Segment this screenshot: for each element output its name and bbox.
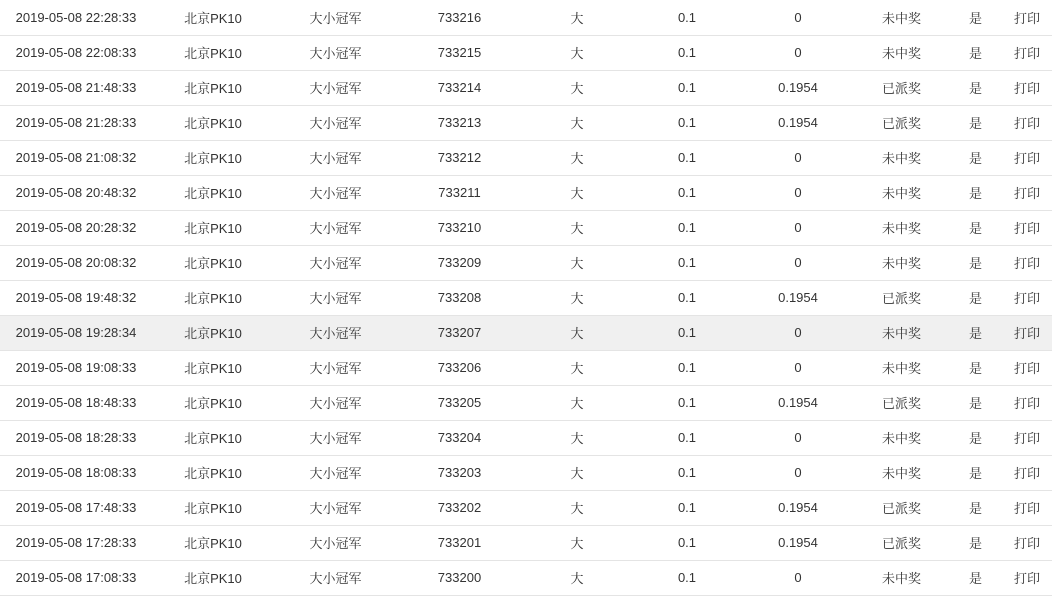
table-row[interactable] xyxy=(0,385,1052,420)
cell-flag: 是 xyxy=(949,210,1002,245)
cell-issue: 733209 xyxy=(397,245,522,280)
cell-winnings: 0.1954 xyxy=(742,280,854,315)
cell-flag: 是 xyxy=(949,385,1002,420)
cell-issue: 733202 xyxy=(397,490,522,525)
cell-game: 北京PK10 xyxy=(152,70,274,105)
table-row[interactable] xyxy=(0,455,1052,490)
cell-playtype: 大小冠军 xyxy=(274,455,397,490)
cell-amount: 0.1 xyxy=(632,140,742,175)
cell-winnings: 0 xyxy=(742,175,854,210)
cell-playtype: 大小冠军 xyxy=(274,490,397,525)
cell-winnings: 0.1954 xyxy=(742,70,854,105)
cell-amount: 0.1 xyxy=(632,210,742,245)
status-badge: 未中奖 xyxy=(854,140,949,175)
status-badge: 未中奖 xyxy=(854,315,949,350)
cell-issue: 733216 xyxy=(397,0,522,35)
status-badge: 未中奖 xyxy=(854,210,949,245)
print-button[interactable] xyxy=(1002,210,1052,245)
cell-pick: 大 xyxy=(522,280,632,315)
cell-time: 2019-05-08 22:28:33 xyxy=(0,0,152,35)
cell-flag: 是 xyxy=(949,0,1002,35)
cell-issue: 733215 xyxy=(397,35,522,70)
cell-game: 北京PK10 xyxy=(152,175,274,210)
print-link[interactable]: 打印 xyxy=(1013,151,1040,166)
print-link[interactable]: 打印 xyxy=(1013,326,1040,341)
cell-playtype: 大小冠军 xyxy=(274,385,397,420)
cell-time: 2019-05-08 21:08:32 xyxy=(0,140,152,175)
cell-amount: 0.1 xyxy=(632,490,742,525)
cell-time: 2019-05-08 20:08:32 xyxy=(0,245,152,280)
print-link[interactable]: 打印 xyxy=(1013,466,1040,481)
cell-playtype: 大小冠军 xyxy=(274,140,397,175)
table-row[interactable] xyxy=(0,560,1052,595)
cell-amount: 0.1 xyxy=(632,280,742,315)
table-row[interactable] xyxy=(0,315,1052,350)
cell-game: 北京PK10 xyxy=(152,315,274,350)
cell-time: 2019-05-08 17:28:33 xyxy=(0,525,152,560)
cell-time: 2019-05-08 21:48:33 xyxy=(0,70,152,105)
cell-time: 2019-05-08 21:28:33 xyxy=(0,105,152,140)
cell-time: 2019-05-08 18:08:33 xyxy=(0,455,152,490)
status-badge: 未中奖 xyxy=(854,35,949,70)
cell-time: 2019-05-08 19:48:32 xyxy=(0,280,152,315)
cell-amount: 0.1 xyxy=(632,35,742,70)
print-link[interactable]: 打印 xyxy=(1013,186,1040,201)
print-link[interactable]: 打印 xyxy=(1013,116,1040,131)
cell-winnings: 0.1954 xyxy=(742,490,854,525)
cell-pick: 大 xyxy=(522,385,632,420)
cell-flag: 是 xyxy=(949,245,1002,280)
cell-time: 2019-05-08 17:48:33 xyxy=(0,490,152,525)
cell-pick: 大 xyxy=(522,350,632,385)
cell-winnings: 0 xyxy=(742,140,854,175)
cell-flag: 是 xyxy=(949,175,1002,210)
cell-playtype: 大小冠军 xyxy=(274,70,397,105)
cell-amount: 0.1 xyxy=(632,420,742,455)
cell-playtype: 大小冠军 xyxy=(274,105,397,140)
cell-game: 北京PK10 xyxy=(152,525,274,560)
cell-issue: 733213 xyxy=(397,105,522,140)
status-badge: 已派奖 xyxy=(854,280,949,315)
print-button[interactable] xyxy=(1002,105,1052,140)
status-badge: 已派奖 xyxy=(854,490,949,525)
cell-game: 北京PK10 xyxy=(152,455,274,490)
cell-flag: 是 xyxy=(949,315,1002,350)
cell-issue: 733203 xyxy=(397,455,522,490)
status-badge: 已派奖 xyxy=(854,105,949,140)
cell-winnings: 0 xyxy=(742,420,854,455)
cell-playtype: 大小冠军 xyxy=(274,0,397,35)
cell-amount: 0.1 xyxy=(632,315,742,350)
cell-issue: 733205 xyxy=(397,385,522,420)
cell-issue: 733211 xyxy=(397,175,522,210)
table-row[interactable] xyxy=(0,35,1052,70)
cell-flag: 是 xyxy=(949,280,1002,315)
cell-game: 北京PK10 xyxy=(152,105,274,140)
table-row[interactable] xyxy=(0,140,1052,175)
print-button[interactable] xyxy=(1002,560,1052,595)
cell-issue: 733212 xyxy=(397,140,522,175)
status-badge: 未中奖 xyxy=(854,245,949,280)
cell-pick: 大 xyxy=(522,140,632,175)
cell-issue: 733214 xyxy=(397,70,522,105)
cell-amount: 0.1 xyxy=(632,455,742,490)
cell-winnings: 0 xyxy=(742,350,854,385)
cell-game: 北京PK10 xyxy=(152,490,274,525)
cell-game: 北京PK10 xyxy=(152,560,274,595)
cell-issue: 733201 xyxy=(397,525,522,560)
print-button[interactable] xyxy=(1002,455,1052,490)
table-row[interactable] xyxy=(0,420,1052,455)
table-row[interactable] xyxy=(0,70,1052,105)
cell-game: 北京PK10 xyxy=(152,245,274,280)
print-link[interactable]: 打印 xyxy=(1013,10,1040,26)
cell-flag: 是 xyxy=(949,455,1002,490)
cell-pick: 大 xyxy=(522,210,632,245)
cell-game: 北京PK10 xyxy=(152,0,274,35)
cell-pick: 大 xyxy=(522,420,632,455)
cell-issue: 733208 xyxy=(397,280,522,315)
table-row[interactable] xyxy=(0,490,1052,525)
cell-pick: 大 xyxy=(522,105,632,140)
cell-playtype: 大小冠军 xyxy=(274,315,397,350)
print-link[interactable]: 打印 xyxy=(1013,291,1040,306)
print-link[interactable]: 打印 xyxy=(1013,221,1040,236)
print-link[interactable]: 打印 xyxy=(1013,396,1040,411)
cell-flag: 是 xyxy=(949,350,1002,385)
print-link[interactable]: 打印 xyxy=(1013,501,1040,516)
status-badge: 未中奖 xyxy=(854,455,949,490)
cell-winnings: 0 xyxy=(742,315,854,350)
print-link[interactable]: 打印 xyxy=(1013,361,1040,376)
cell-time: 2019-05-08 18:28:33 xyxy=(0,420,152,455)
print-button[interactable] xyxy=(1002,385,1052,420)
cell-time: 2019-05-08 20:48:32 xyxy=(0,175,152,210)
cell-flag: 是 xyxy=(949,525,1002,560)
print-button[interactable] xyxy=(1002,245,1052,280)
cell-winnings: 0.1954 xyxy=(742,525,854,560)
cell-game: 北京PK10 xyxy=(152,210,274,245)
print-link[interactable]: 打印 xyxy=(1013,536,1040,551)
cell-flag: 是 xyxy=(949,140,1002,175)
cell-winnings: 0 xyxy=(742,455,854,490)
cell-winnings: 0 xyxy=(742,210,854,245)
cell-pick: 大 xyxy=(522,455,632,490)
cell-pick: 大 xyxy=(522,175,632,210)
cell-pick: 大 xyxy=(522,245,632,280)
cell-flag: 是 xyxy=(949,420,1002,455)
print-button[interactable] xyxy=(1002,525,1052,560)
cell-amount: 0.1 xyxy=(632,105,742,140)
cell-playtype: 大小冠军 xyxy=(274,420,397,455)
status-badge: 未中奖 xyxy=(854,175,949,210)
cell-winnings: 0 xyxy=(742,0,854,35)
cell-flag: 是 xyxy=(949,105,1002,140)
cell-flag: 是 xyxy=(949,490,1002,525)
cell-playtype: 大小冠军 xyxy=(274,560,397,595)
table-row[interactable] xyxy=(0,280,1052,315)
cell-pick: 大 xyxy=(522,490,632,525)
print-button[interactable] xyxy=(1002,315,1052,350)
table-row[interactable] xyxy=(0,0,1052,35)
cell-time: 2019-05-08 19:28:34 xyxy=(0,315,152,350)
cell-flag: 是 xyxy=(949,560,1002,595)
cell-playtype: 大小冠军 xyxy=(274,280,397,315)
cell-pick: 大 xyxy=(522,315,632,350)
cell-time: 2019-05-08 19:08:33 xyxy=(0,350,152,385)
print-button[interactable] xyxy=(1002,35,1052,70)
cell-issue: 733200 xyxy=(397,560,522,595)
cell-pick: 大 xyxy=(522,560,632,595)
status-badge: 未中奖 xyxy=(854,0,949,35)
print-button[interactable] xyxy=(1002,280,1052,315)
status-badge: 未中奖 xyxy=(854,560,949,595)
print-button[interactable] xyxy=(1002,350,1052,385)
cell-time: 2019-05-08 18:48:33 xyxy=(0,385,152,420)
cell-playtype: 大小冠军 xyxy=(274,245,397,280)
cell-time: 2019-05-08 20:28:32 xyxy=(0,210,152,245)
table-row[interactable] xyxy=(0,245,1052,280)
cell-amount: 0.1 xyxy=(632,70,742,105)
cell-playtype: 大小冠军 xyxy=(274,525,397,560)
table-row[interactable] xyxy=(0,105,1052,140)
cell-issue: 733210 xyxy=(397,210,522,245)
status-badge: 已派奖 xyxy=(854,70,949,105)
cell-winnings: 0.1954 xyxy=(742,385,854,420)
cell-amount: 0.1 xyxy=(632,245,742,280)
cell-winnings: 0 xyxy=(742,35,854,70)
cell-playtype: 大小冠军 xyxy=(274,175,397,210)
table-row[interactable] xyxy=(0,350,1052,385)
status-badge: 未中奖 xyxy=(854,350,949,385)
cell-game: 北京PK10 xyxy=(152,280,274,315)
cell-amount: 0.1 xyxy=(632,525,742,560)
cell-game: 北京PK10 xyxy=(152,140,274,175)
status-badge: 未中奖 xyxy=(854,420,949,455)
cell-game: 北京PK10 xyxy=(152,385,274,420)
cell-playtype: 大小冠军 xyxy=(274,210,397,245)
cell-amount: 0.1 xyxy=(632,560,742,595)
cell-amount: 0.1 xyxy=(632,175,742,210)
cell-issue: 733206 xyxy=(397,350,522,385)
print-link[interactable]: 打印 xyxy=(1013,46,1040,61)
table-row[interactable] xyxy=(0,175,1052,210)
print-link[interactable]: 打印 xyxy=(1013,571,1040,586)
table-row[interactable] xyxy=(0,210,1052,245)
cell-issue: 733204 xyxy=(397,420,522,455)
print-button[interactable] xyxy=(1002,70,1052,105)
cell-game: 北京PK10 xyxy=(152,350,274,385)
cell-pick: 大 xyxy=(522,0,632,35)
print-button[interactable] xyxy=(1002,175,1052,210)
cell-game: 北京PK10 xyxy=(152,35,274,70)
cell-issue: 733207 xyxy=(397,315,522,350)
cell-pick: 大 xyxy=(522,35,632,70)
cell-winnings: 0 xyxy=(742,560,854,595)
cell-pick: 大 xyxy=(522,525,632,560)
cell-flag: 是 xyxy=(949,35,1002,70)
cell-winnings: 0.1954 xyxy=(742,105,854,140)
cell-amount: 0.1 xyxy=(632,0,742,35)
print-button[interactable] xyxy=(1002,490,1052,525)
cell-amount: 0.1 xyxy=(632,385,742,420)
cell-playtype: 大小冠军 xyxy=(274,35,397,70)
print-link[interactable]: 打印 xyxy=(1013,256,1040,271)
status-badge: 已派奖 xyxy=(854,525,949,560)
cell-flag: 是 xyxy=(949,70,1002,105)
cell-amount: 0.1 xyxy=(632,350,742,385)
print-link[interactable]: 打印 xyxy=(1013,431,1040,446)
cell-pick: 大 xyxy=(522,70,632,105)
status-badge: 已派奖 xyxy=(854,385,949,420)
cell-playtype: 大小冠军 xyxy=(274,350,397,385)
table-row[interactable] xyxy=(0,525,1052,560)
print-button[interactable] xyxy=(1002,420,1052,455)
cell-winnings: 0 xyxy=(742,245,854,280)
cell-game: 北京PK10 xyxy=(152,420,274,455)
cell-time: 2019-05-08 22:08:33 xyxy=(0,35,152,70)
print-button[interactable] xyxy=(1002,0,1052,35)
print-button[interactable] xyxy=(1002,140,1052,175)
print-link[interactable]: 打印 xyxy=(1013,81,1040,96)
cell-time: 2019-05-08 17:08:33 xyxy=(0,560,152,595)
